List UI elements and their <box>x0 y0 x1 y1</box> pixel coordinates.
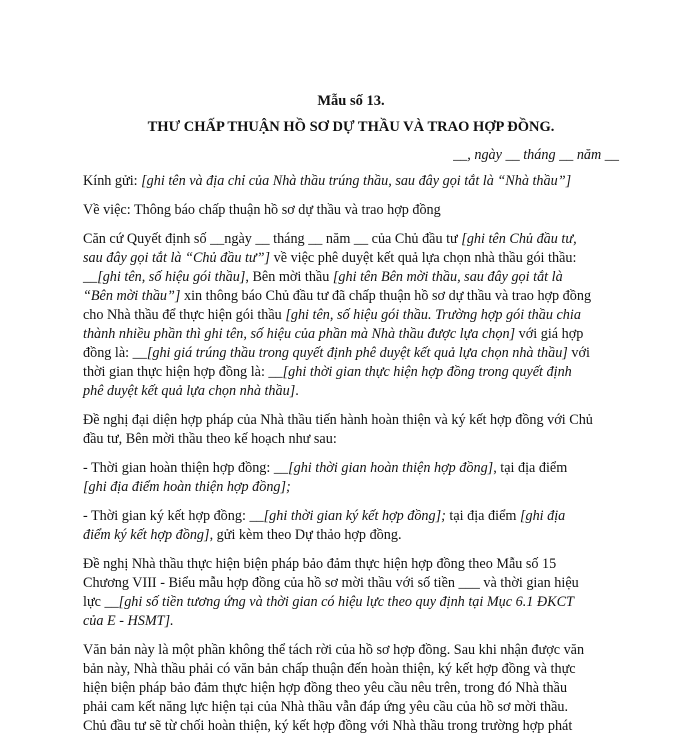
text-run: Chủ đầu tư sẽ từ chối hoàn thiện, ký kết hợp đồng với Nhà thầu trong trường hợp phát <box>83 718 573 734</box>
italic-text: [ghi địa điểm hoàn thiện hợp đồng]; <box>83 479 291 495</box>
text-line <box>83 325 619 344</box>
text-line <box>83 660 619 679</box>
text-line <box>83 172 619 191</box>
text-run: , tại địa điểm <box>493 460 568 476</box>
text-run: phải cam kết năng lực hiện tại của Nhà thầu vẫn đáp ứng yêu cầu của hồ sơ mời thầu. <box>83 699 569 715</box>
text-run: Văn bản này là một phần không thể tách rời của hồ sơ hợp đồng. Sau khi nhận được văn <box>83 642 585 658</box>
text-run: Kính gửi: <box>83 173 142 189</box>
text-run: , gửi kèm theo Dự thảo hợp đồng. <box>209 527 402 543</box>
italic-text: của E - HSMT]. <box>83 613 174 629</box>
italic-text: phê duyệt kết quả lựa chọn nhà thầu] <box>83 383 296 399</box>
text-line <box>83 507 619 526</box>
italic-text: điểm ký kết hợp đồng] <box>83 527 210 543</box>
paragraph-gap <box>83 545 619 555</box>
text-run: Đề nghị Nhà thầu thực hiện biện pháp bảo đảm thực hiện hợp đồng theo Mẫu số 15 <box>83 556 557 572</box>
text-line <box>83 641 619 660</box>
text-line <box>83 287 619 306</box>
italic-text: [ghi tên Bên mời thầu, sau đây gọi tắt là <box>332 269 563 285</box>
italic-text: “Bên mời thầu”] <box>83 288 181 304</box>
text-line <box>83 574 619 593</box>
text-run: đầu tư, Bên mời thầu theo kế hoạch như sau: <box>83 431 337 447</box>
text-line <box>83 411 619 430</box>
form-number: Mẫu số 13. <box>317 93 385 109</box>
paragraph-gap <box>83 220 619 230</box>
text-run: đồng là: __ <box>83 345 147 361</box>
paragraph-gap <box>83 497 619 507</box>
text-line <box>83 612 619 631</box>
text-run: - Thời gian hoàn thiện hợp đồng: __ <box>83 460 289 476</box>
paragraph <box>83 459 619 497</box>
italic-text: [ghi tên, số hiệu gói thầu] <box>97 269 246 285</box>
paragraph-gap <box>83 401 619 411</box>
text-run: lực __ <box>83 594 119 610</box>
text-line <box>83 382 619 401</box>
text-line <box>83 526 619 545</box>
text-run: . <box>295 383 299 399</box>
paragraph-gap <box>83 191 619 201</box>
text-line <box>83 201 619 220</box>
text-run: thời gian thực hiện hợp đồng là: __ <box>83 364 283 380</box>
text-line <box>83 249 619 268</box>
italic-text: [ghi thời gian ký kết hợp đồng]; <box>263 508 446 524</box>
italic-text: [ghi giá trúng thầu trong quyết định phê duyệt kết quả lựa chọn nhà thầu] <box>146 345 568 361</box>
text-line <box>83 593 619 612</box>
text-line <box>83 306 619 325</box>
text-run: Về việc: Thông báo chấp thuận hồ sơ dự thầu và trao hợp đồng <box>83 202 441 218</box>
text-line <box>83 459 619 478</box>
paragraph <box>83 555 619 631</box>
paragraph-gap <box>83 631 619 641</box>
date-line: __, ngày __ tháng __ năm __ <box>453 147 619 163</box>
italic-text: [ghi tên Chủ đầu tư, <box>461 231 577 247</box>
text-line <box>83 363 619 382</box>
paragraph <box>83 411 619 449</box>
text-run: Chương VIII - Biểu mẫu hợp đồng của hồ sơ mời thầu với số tiền ___ và thời gian hiệu <box>83 575 579 591</box>
text-run: cho Nhà thầu để thực hiện gói thầu <box>83 307 286 323</box>
italic-text: sau đây gọi tắt là “Chủ đầu tư”] <box>83 250 271 266</box>
italic-text: [ghi thời gian thực hiện hợp đồng trong quyết định <box>282 364 572 380</box>
text-line <box>83 430 619 449</box>
text-line <box>83 698 619 717</box>
document-title: THƯ CHẤP THUẬN HỒ SƠ DỰ THẦU VÀ TRAO HỢP ĐỒNG. <box>147 119 555 135</box>
paragraph <box>83 230 619 401</box>
italic-text: [ghi số tiền tương ứng và thời gian có hiệu lực theo quy định tại Mục 6.1 ĐKCT <box>118 594 574 610</box>
text-run: - Thời gian ký kết hợp đồng: __ <box>83 508 264 524</box>
text-run: bản này, Nhà thầu phải có văn bản chấp thuận đến hoàn thiện, ký kết hợp đồng và thực <box>83 661 576 677</box>
text-line <box>83 344 619 363</box>
paragraph <box>83 172 619 191</box>
italic-text: [ghi tên, số hiệu gói thầu. Trường hợp gói thầu chia <box>285 307 581 323</box>
text-line <box>83 717 619 736</box>
italic-text: [ghi thời gian hoàn thiện hợp đồng] <box>288 460 494 476</box>
text-run: Căn cứ Quyết định số __ngày __ tháng __ năm __ của Chủ đầu tư <box>83 231 462 247</box>
text-run: hiện biện pháp bảo đảm thực hiện hợp đồng theo yêu cầu nêu trên, trong đó Nhà thầu <box>83 680 568 696</box>
text-run: xin thông báo Chủ đầu tư đã chấp thuận hồ sơ dự thầu và trao hợp đồng <box>180 288 592 304</box>
italic-text: thành nhiều phần thì ghi tên, số hiệu của phần mà Nhà thầu được lựa chọn] <box>83 326 516 342</box>
paragraph <box>83 507 619 545</box>
text-line <box>83 679 619 698</box>
text-run: __ <box>83 269 98 285</box>
text-run: với giá hợp <box>515 326 584 342</box>
italic-text: [ghi địa <box>519 508 566 524</box>
document-body <box>83 172 619 736</box>
text-line <box>83 268 619 287</box>
text-run: , Bên mời thầu <box>245 269 333 285</box>
text-run: tại địa điểm <box>445 508 520 524</box>
text-line <box>83 555 619 574</box>
text-run: Đề nghị đại diện hợp pháp của Nhà thầu tiến hành hoàn thiện và ký kết hợp đồng với Chủ <box>83 412 593 428</box>
paragraph-gap <box>83 449 619 459</box>
italic-text: [ghi tên và địa chỉ của Nhà thầu trúng thầu, sau đây gọi tắt là “Nhà thầu”] <box>141 173 572 189</box>
text-line <box>83 478 619 497</box>
paragraph <box>83 201 619 220</box>
text-line <box>83 230 619 249</box>
text-run: về việc phê duyệt kết quả lựa chọn nhà thầu gói thầu: <box>270 250 577 266</box>
text-run: với <box>567 345 590 361</box>
paragraph <box>83 641 619 736</box>
